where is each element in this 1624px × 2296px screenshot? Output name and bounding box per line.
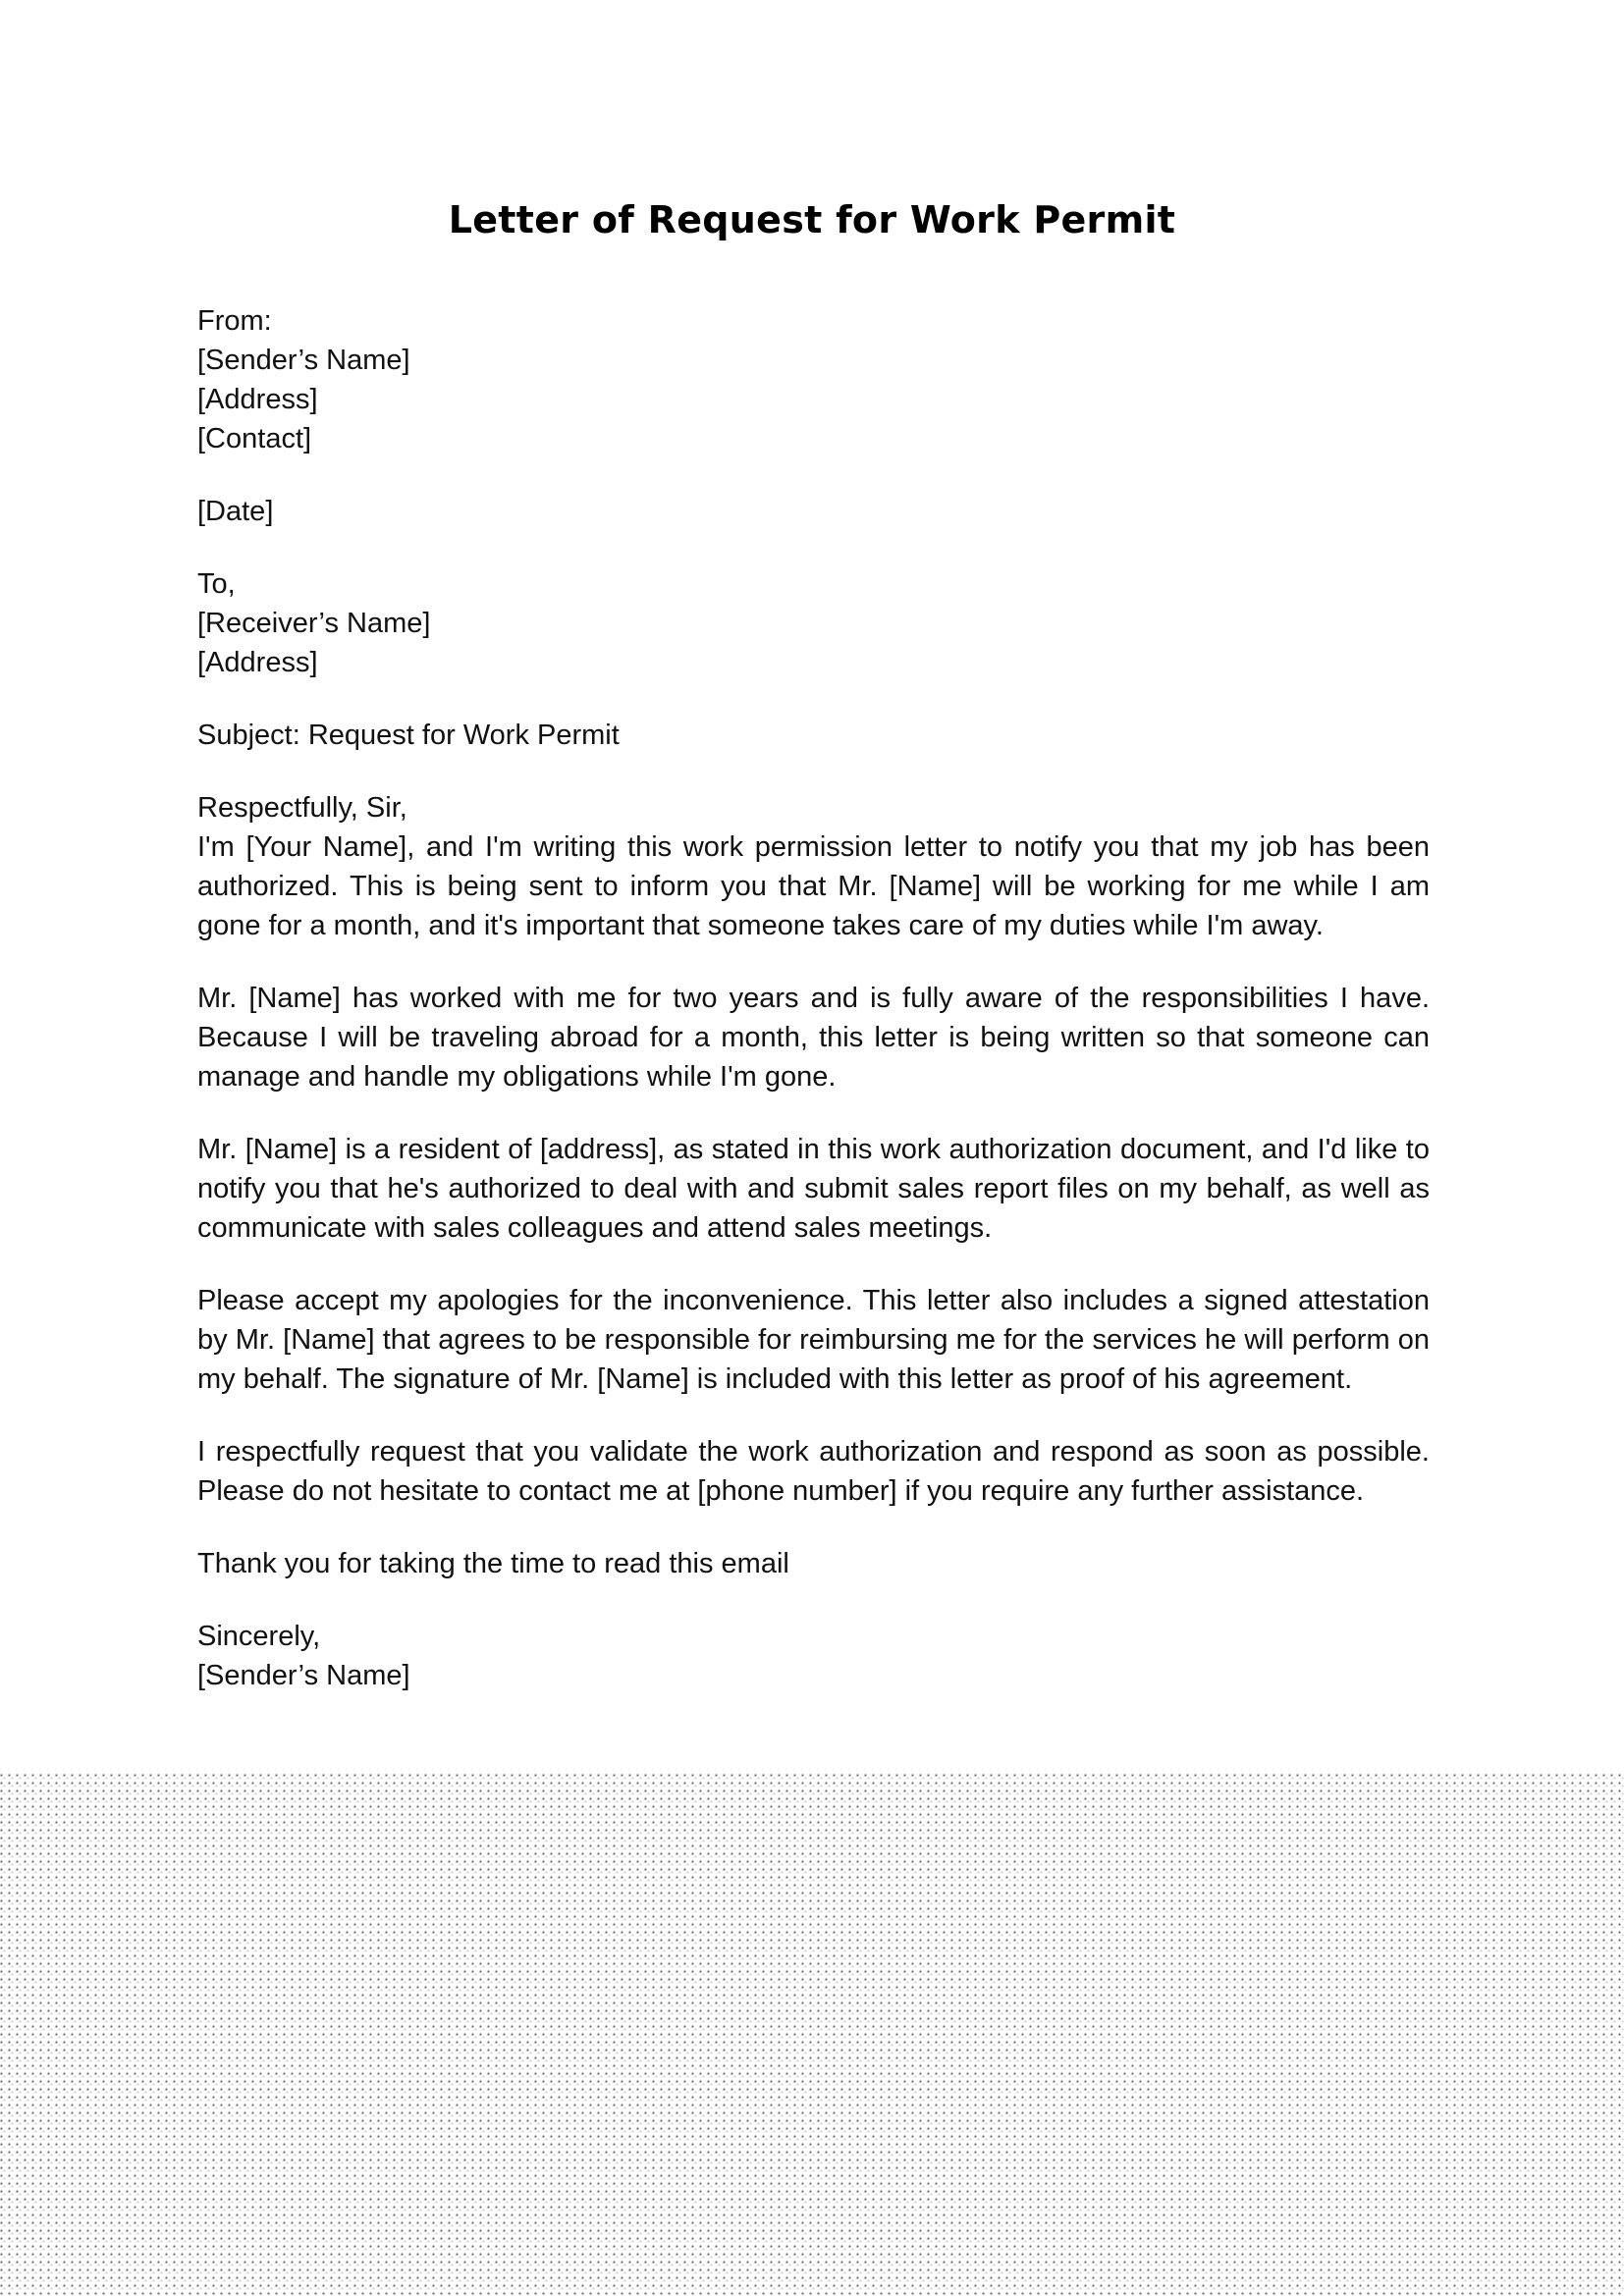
letter-body: [197, 301, 1430, 1729]
document-title: Letter of Request for Work Permit: [448, 198, 1176, 241]
from-block: [197, 301, 1430, 458]
date-block: [197, 492, 1430, 531]
paragraph-1: [197, 788, 1430, 945]
sender-address-placeholder: [Address]: [197, 384, 318, 415]
salutation: Respectfully, Sir,: [197, 792, 407, 824]
paragraph-3: Mr. [Name] is a resident of [address], as stated in this work authorization document, and I'd like to notify you that he's authorized to deal with and submit sales report files on my behalf, as well as communicate with sales colleagues and attend sales meetings.: [197, 1134, 1430, 1244]
sender-contact-placeholder: [Contact]: [197, 423, 312, 454]
paragraph-1-text: I'm [Your Name], and I'm writing this work permission letter to notify you that my job has been authorized. This is being sent to inform you that Mr. [Name] will be working for me while I am gone for a month, and it's important that someone takes care of my duties while I'm away.: [197, 831, 1430, 941]
signature-name-placeholder: [Sender’s Name]: [197, 1660, 410, 1691]
subject-text: Subject: Request for Work Permit: [197, 720, 620, 751]
to-label: To,: [197, 568, 236, 600]
paragraph-2: Mr. [Name] has worked with me for two years and is fully aware of the responsibilities I have. Because I will be traveling abroad for a month, this letter is being written so that someone can manage and handle my obligations while I'm gone.: [197, 983, 1430, 1093]
date-placeholder: [Date]: [197, 496, 274, 527]
to-block: [197, 564, 1430, 682]
receiver-address-placeholder: [Address]: [197, 647, 318, 678]
signoff-block: [197, 1617, 1430, 1695]
from-label: From:: [197, 305, 272, 337]
thank-you-line: Thank you for taking the time to read this email: [197, 1548, 789, 1579]
paragraph-4: Please accept my apologies for the inconvenience. This letter also includes a signed attestation by Mr. [Name] that agrees to be responsible for reimbursing me for the services he will perform on my behalf. The signature of Mr. [Name] is included with this letter as proof of his agreement.: [197, 1285, 1430, 1395]
paragraph-5: I respectfully request that you validate the work authorization and respond as soon as possible. Please do not hesitate to contact me at [phone number] if you require any further assistance.: [197, 1436, 1430, 1507]
closing: Sincerely,: [197, 1621, 321, 1652]
receiver-name-placeholder: [Receiver’s Name]: [197, 608, 431, 639]
subject-line: [197, 716, 1430, 755]
sender-name-placeholder: [Sender’s Name]: [197, 345, 410, 376]
dotted-background-pattern: [0, 1774, 1624, 2296]
